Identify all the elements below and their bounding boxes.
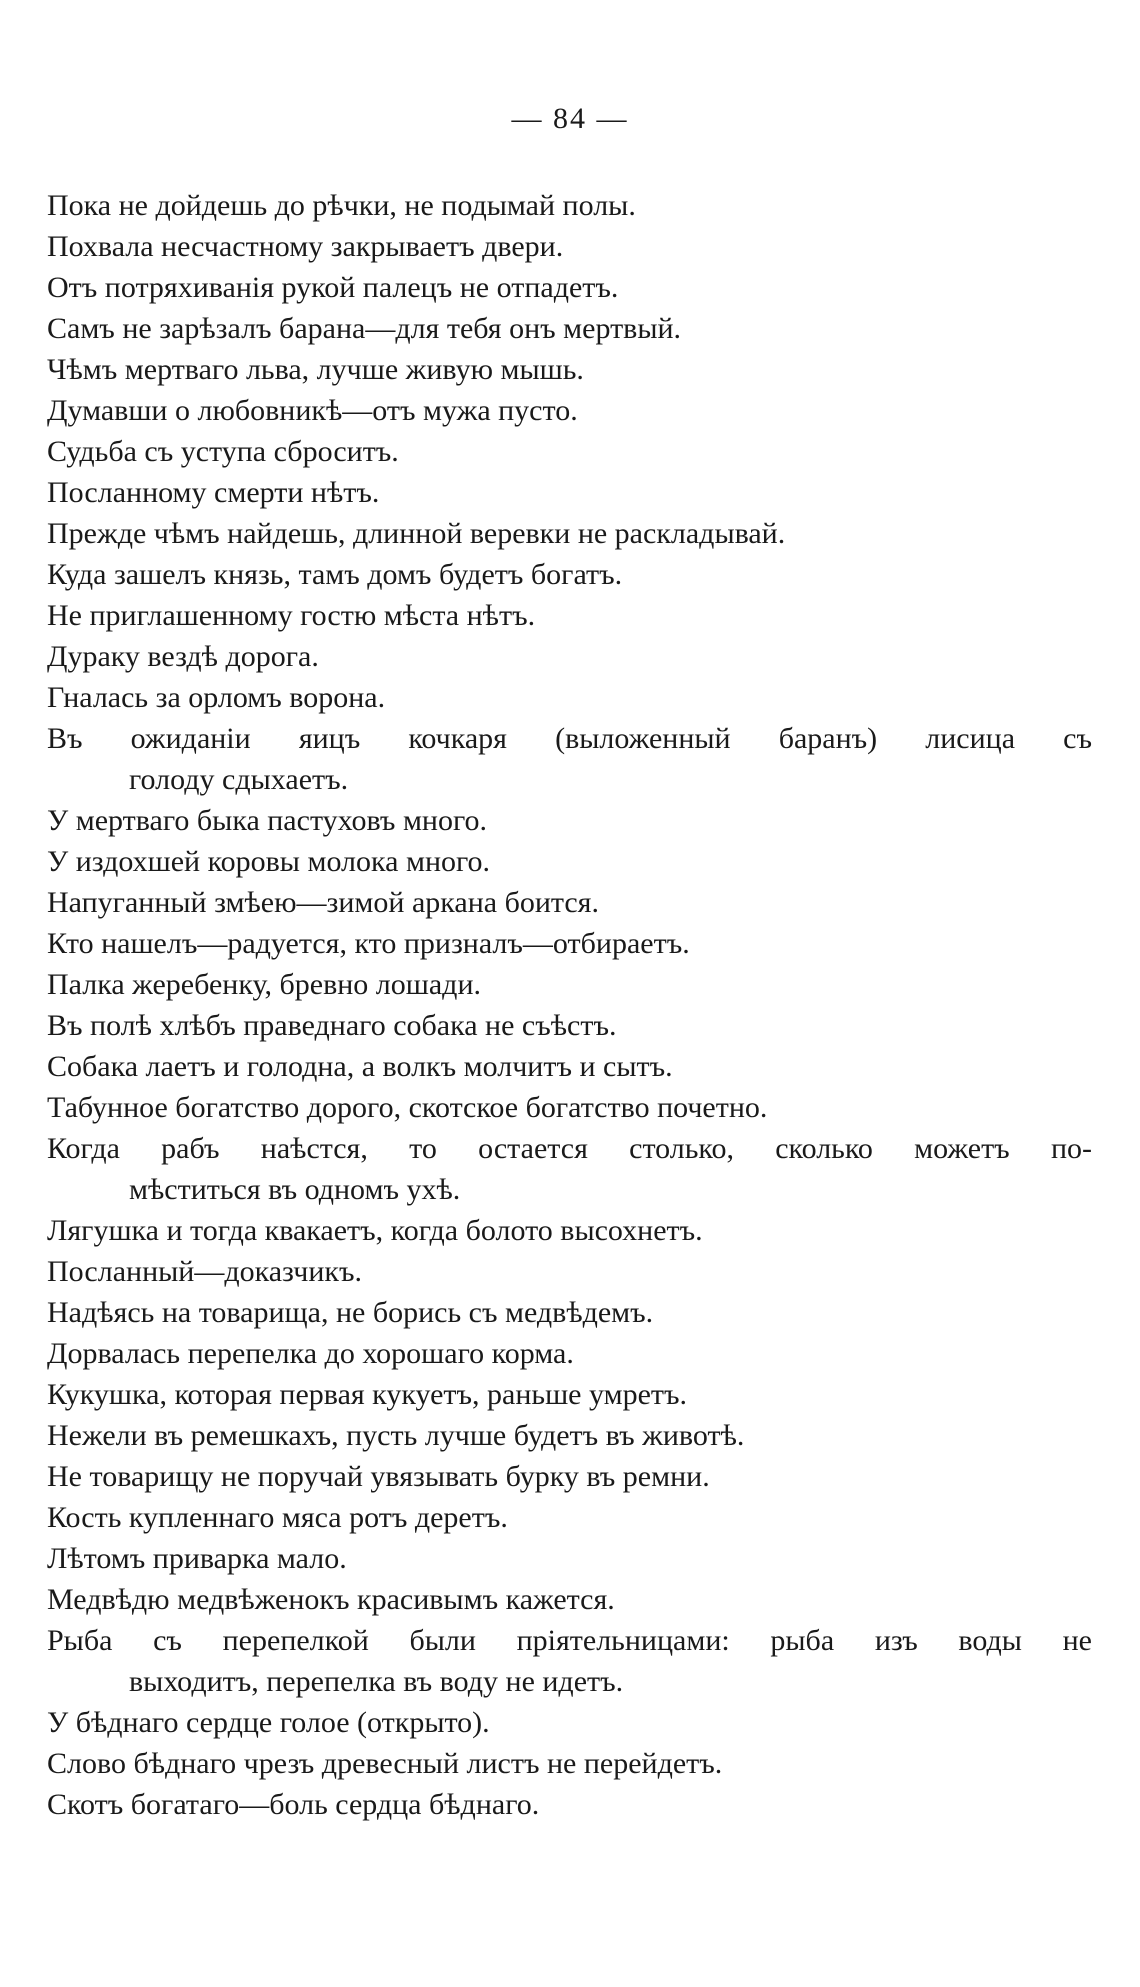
proverb-text: Палка жеребенку, бревно лошади.: [47, 968, 482, 1001]
proverb-line: [47, 964, 1092, 1005]
proverb-text: Когда рабъ наѣстся, то остается столько, сколько можетъ по-: [47, 1132, 1092, 1165]
proverb-text: Посланному смерти нѣтъ.: [47, 476, 380, 509]
proverb-text: Кукушка, которая первая кукуетъ, раньше умретъ.: [47, 1378, 688, 1411]
proverb-line: [47, 1784, 1092, 1825]
proverb-text: Лѣтомъ приварка мало.: [47, 1542, 347, 1575]
proverb-text: Лягушка и тогда квакаетъ, когда болото высохнетъ.: [47, 1214, 703, 1247]
proverb-line: [47, 431, 1092, 472]
proverb-line: [47, 554, 1092, 595]
proverb-text: Кость купленнаго мяса ротъ деретъ.: [47, 1501, 508, 1534]
proverb-line: [47, 677, 1092, 718]
proverb-text: Самъ не зарѣзалъ барана—для тебя онъ мертвый.: [47, 312, 682, 345]
proverb-line: [47, 1210, 1092, 1251]
proverb-line: [47, 1333, 1092, 1374]
proverb-text: Кто нашелъ—радуется, кто призналъ—отбираетъ.: [47, 927, 690, 960]
proverb-text: У издохшей коровы молока много.: [47, 845, 491, 878]
proverb-line: [47, 513, 1092, 554]
proverb-line: [47, 1702, 1092, 1743]
proverb-text: Отъ потряхиванія рукой палецъ не отпадетъ.: [47, 271, 619, 304]
proverb-line: [47, 1292, 1092, 1333]
proverb-text: Медвѣдю медвѣженокъ красивымъ кажется.: [47, 1583, 615, 1616]
proverb-line: [47, 308, 1092, 349]
proverb-text: У мертваго быка пастуховъ много.: [47, 804, 488, 837]
proverb-continuation: выходитъ, перепелка въ воду не идетъ.: [129, 1665, 624, 1698]
proverb-text: Судьба съ уступа сброситъ.: [47, 435, 399, 468]
proverb-text: Въ полѣ хлѣбъ праведнаго собака не съѣстъ.: [47, 1009, 617, 1042]
proverb-line: [47, 185, 1092, 226]
proverb-line: [47, 1497, 1092, 1538]
proverb-line: [47, 841, 1092, 882]
proverb-text: Думавши о любовникѣ—отъ мужа пусто.: [47, 394, 578, 427]
proverb-line: [47, 800, 1092, 841]
proverb-text: Дураку вездѣ дорога.: [47, 640, 319, 673]
proverb-text: Въ ожиданіи яицъ кочкаря (выложенный баранъ) лисица съ: [47, 722, 1092, 755]
proverb-line: [47, 1005, 1092, 1046]
proverb-line: [47, 1374, 1092, 1415]
proverb-line: [47, 1251, 1092, 1292]
proverb-line: [47, 636, 1092, 677]
proverb-line: [47, 267, 1092, 308]
proverb-line: [47, 1579, 1092, 1620]
proverb-continuation: голоду сдыхаетъ.: [129, 763, 349, 796]
proverb-text: Нежели въ ремешкахъ, пусть лучше будетъ въ животѣ.: [47, 1419, 745, 1452]
proverb-text: Куда зашелъ князь, тамъ домъ будетъ богатъ.: [47, 558, 623, 591]
proverb-line: [47, 349, 1092, 390]
proverb-text: Прежде чѣмъ найдешь, длинной веревки не раскладывай.: [47, 517, 786, 550]
proverb-line: [47, 1046, 1092, 1087]
proverb-line: [47, 1415, 1092, 1456]
proverb-line: [47, 718, 1092, 800]
proverb-text: Не приглашенному гостю мѣста нѣтъ.: [47, 599, 536, 632]
proverb-text: Слово бѣднаго чрезъ древесный листъ не перейдетъ.: [47, 1747, 723, 1780]
proverb-text: Рыба съ перепелкой были пріятельницами: рыба изъ воды не: [47, 1624, 1092, 1657]
proverb-line: [47, 1743, 1092, 1784]
proverb-text: Табунное богатство дорого, скотское богатство почетно.: [47, 1091, 768, 1124]
proverb-line: [47, 923, 1092, 964]
proverb-list: [47, 185, 1092, 1825]
proverb-line: [47, 1128, 1092, 1210]
proverb-line: [47, 390, 1092, 431]
proverb-line: [47, 1620, 1092, 1702]
proverb-text: Посланный—доказчикъ.: [47, 1255, 363, 1288]
proverb-text: Похвала несчастному закрываетъ двери.: [47, 230, 564, 263]
proverb-text: Напуганный змѣею—зимой аркана боится.: [47, 886, 599, 919]
proverb-line: [47, 226, 1092, 267]
proverb-line: [47, 1538, 1092, 1579]
proverb-text: У бѣднаго сердце голое (открыто).: [47, 1706, 490, 1739]
proverb-line: [47, 472, 1092, 513]
proverb-text: Дорвалась перепелка до хорошаго корма.: [47, 1337, 574, 1370]
proverb-continuation: мѣститься въ одномъ ухѣ.: [129, 1173, 461, 1206]
proverb-line: [47, 595, 1092, 636]
proverb-text: Надѣясь на товарища, не борись съ медвѣдемъ.: [47, 1296, 654, 1329]
proverb-text: Не товарищу не поручай увязывать бурку въ ремни.: [47, 1460, 710, 1493]
page-number: — 84 —: [511, 102, 629, 135]
proverb-text: Собака лаетъ и голодна, а волкъ молчитъ и сытъ.: [47, 1050, 673, 1083]
proverb-text: Скотъ богатаго—боль сердца бѣднаго.: [47, 1788, 540, 1821]
proverb-line: [47, 1087, 1092, 1128]
proverb-text: Гналась за орломъ ворона.: [47, 681, 386, 714]
proverb-text: Чѣмъ мертваго льва, лучше живую мышь.: [47, 353, 584, 386]
proverb-line: [47, 882, 1092, 923]
proverb-text: Пока не дойдешь до рѣчки, не подымай полы.: [47, 189, 636, 222]
proverb-line: [47, 1456, 1092, 1497]
